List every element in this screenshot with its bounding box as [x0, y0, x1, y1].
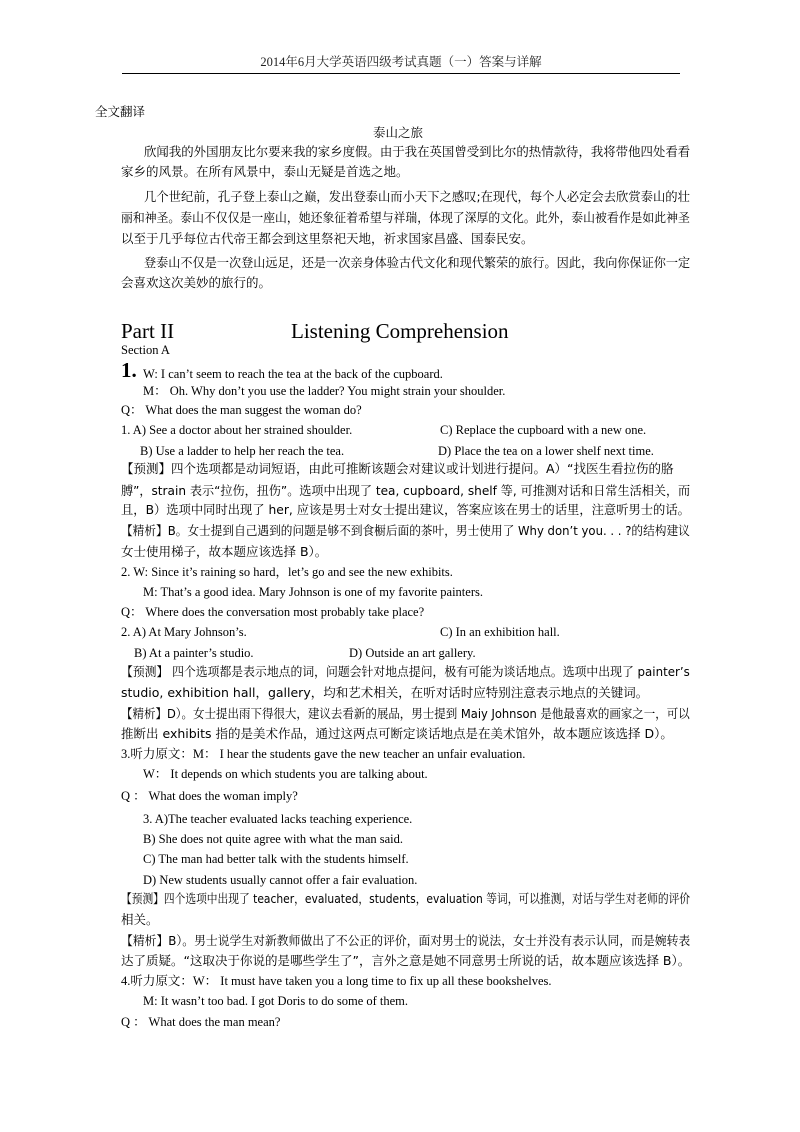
dialogue-line: 4.听力原文：W： It must have taken you a long time to fix up all these bookshelves. [121, 974, 552, 988]
option-b: B) She does not quite agree with what the man said. [143, 832, 404, 846]
dialogue-line: M: That’s a good idea. Mary Johnson is one of my favorite painters. [143, 585, 483, 599]
dialogue-line: W: I can’t seem to reach the tea at the back of the cupboard. [143, 367, 443, 381]
question-text: Q： What does the man suggest the woman do? [121, 403, 362, 417]
option-b: B) Use a ladder to help her reach the tea. [140, 444, 345, 458]
option-b: B) At a painter’s studio. [134, 646, 254, 660]
option-c: C) The man had better talk with the students himself. [143, 852, 409, 866]
analysis-line: 女士使用梯子，故本题应该选择 B）。 [121, 544, 328, 559]
translation-paragraph-line: 丽和神圣。泰山不仅仅是一座山，她还象征着希望与祥瑞，体现了深厚的文化。此外，泰山被看作是如此神圣 [121, 210, 690, 225]
dialogue-line: M: It wasn’t too bad. I got Doris to do some of them. [143, 994, 409, 1008]
translation-paragraph-line: 几个世纪前，孔子登上泰山之巅，发出登泰山而小天下之感叹;在现代，每个人必定会去欣赏泰山的壮 [144, 189, 690, 204]
analysis-line: 推断出 exhibits 指的是美术作品，通过这两点可断定谈话地点是在美术馆外，故本题应该选择 D）。 [121, 726, 673, 741]
option-d: D) Place the tea on a lower shelf next time. [438, 444, 654, 458]
option-a: 2. A) At Mary Johnson’s. [121, 625, 247, 639]
question-number: 1. [121, 358, 137, 382]
option-d: D) Outside an art gallery. [349, 646, 476, 660]
question-text: Q ： What does the woman imply? [121, 789, 298, 803]
question-text: Q ： What does the man mean? [121, 1015, 281, 1029]
prediction-line: 【预测】四个选项中出现了 teacher，evaluated，students，evaluation 等词，可以推测，对话与学生对老师的评价 [121, 891, 691, 906]
dialogue-line: M： Oh. Why don’t you use the ladder? You might strain your shoulder. [143, 384, 506, 398]
option-c: C) Replace the cupboard with a new one. [440, 423, 647, 437]
dialogue-line: 3.听力原文：M： I hear the students gave the new teacher an unfair evaluation. [121, 747, 526, 761]
translation-paragraph-line: 会喜欢这次美妙的旅行的。 [121, 275, 272, 290]
analysis-line: 【精析】B）。男士说学生对新教师做出了不公正的评价，面对男士的说法，女士并没有表示认同，而是婉转表 [121, 933, 691, 948]
analysis-line: 【精析】D）。女士提出雨下得很大，建议去看新的展品，男士提到 Maiy Johnson 是他最喜欢的画家之一，可以 [121, 706, 690, 721]
part-title: Listening Comprehension [291, 319, 509, 343]
prediction-line: 相关。 [121, 912, 159, 927]
translation-paragraph-line: 登泰山不仅是一次登山远足，还是一次亲身体验古代文化和现代繁荣的旅行。因此，我向你保证你一定 [144, 255, 691, 270]
translation-paragraph-line: 欣闻我的外国朋友比尔要来我的家乡度假。由于我在英国曾受到比尔的热情款待，我将带他四处看看 [144, 144, 691, 159]
option-d: D) New students usually cannot offer a fair evaluation. [143, 873, 418, 887]
part-label: Part II [121, 319, 175, 343]
dialogue-line: 2. W: Since it’s raining so hard，let’s go and see the new exhibits. [121, 565, 453, 579]
analysis-line: 【精析】B。女士提到自己遇到的问题是够不到食橱后面的茶叶，男士使用了 Why don’t you. . . ?的结构建议 [121, 523, 690, 538]
prediction-line: 【预测】 四个选项都是表示地点的词，问题会针对地点提问，极有可能为谈话地点。选项中出现了 painter’s [121, 664, 690, 679]
option-c: C) In an exhibition hall. [440, 625, 560, 639]
dialogue-line: W： It depends on which students you are talking about. [143, 767, 428, 781]
section-label: Section A [121, 343, 170, 357]
option-a: 3. A)The teacher evaluated lacks teaching experience. [143, 812, 413, 826]
analysis-line: 达了质疑。“这取决于你说的是哪些学生了”，言外之意是她不同意男士所说的话，故本题应该选择 B）。 [121, 953, 691, 968]
prediction-line: 膊”，strain 表示“拉伤，扭伤”。选项中出现了 tea, cupboard, shelf 等, 可推测对话和日常生活相关，而 [121, 483, 691, 498]
prediction-line: studio, exhibition hall，gallery，均和艺术相关，在听对话时应特别注意表示地点的关键词。 [121, 685, 649, 700]
translation-title: 泰山之旅 [373, 125, 424, 140]
translation-paragraph-line: 家乡的风景。在所有风景中，泰山无疑是首选之地。 [121, 164, 409, 179]
option-a: 1. A) See a doctor about her strained shoulder. [121, 423, 353, 437]
question-text: Q： Where does the conversation most probably take place? [121, 605, 425, 619]
translation-heading: 全文翻译 [95, 104, 146, 119]
translation-paragraph-line: 以至于几乎每位古代帝王都会到这里祭祀天地，祈求国家昌盛、国泰民安。 [121, 231, 534, 246]
prediction-line: 【预测】四个选项都是动词短语，由此可推断该题会对建议或计划进行提问。A）“找医生看拉伤的胳 [121, 461, 674, 476]
prediction-line: 且，B）选项中同时出现了 her, 应该是男士对女士提出建议，答案应该在男士的话里，注意听男士的话。 [121, 502, 690, 517]
header-rule [122, 73, 680, 74]
page-header: 2014年6月大学英语四级考试真题（一）答案与详解 [260, 55, 542, 69]
